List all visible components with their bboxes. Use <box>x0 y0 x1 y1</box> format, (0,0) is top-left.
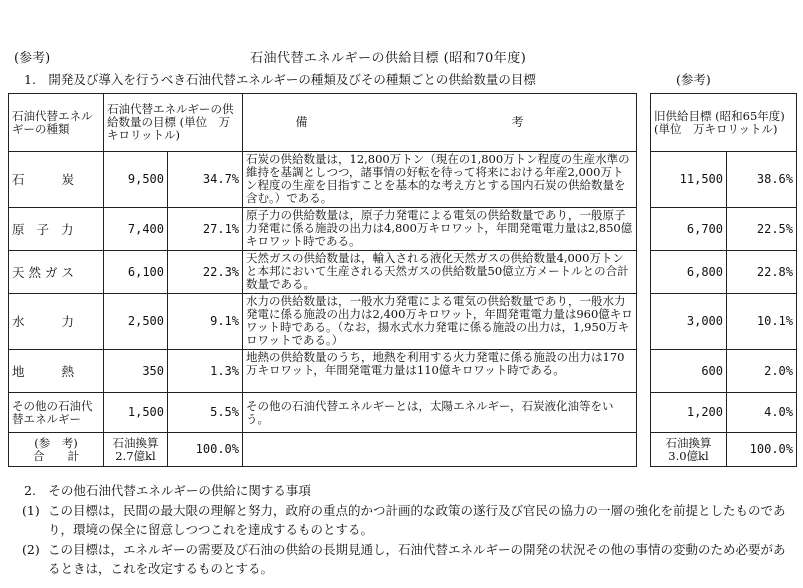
table-row <box>9 251 637 294</box>
item-text: この目標は，民間の最大限の理解と努力，政府の重点的かつ計画的な政策の遂行及び官民の協力の一層の強化を前提としたものであり，環境の保全に留意しつつこれを達成するものとする。 <box>48 503 786 537</box>
table-row <box>9 294 637 350</box>
table-row <box>651 393 797 433</box>
section1-reference-label: (参考) <box>676 72 711 87</box>
supply-target-table <box>8 93 637 467</box>
remark: 原子力の供給数量は，原子力発電による電気の供給数量であり，一般原子力発電に係る施設の出力は4,800万キロワット，年間発電電力量は2,850億キロワット時である。 <box>243 208 637 251</box>
table-row <box>651 152 797 208</box>
old-percent: 4.0% <box>727 393 797 433</box>
total-value-bottom: 2.7億kl <box>115 448 156 463</box>
table-total-row <box>9 433 637 467</box>
item-text: この目標は，エネルギーの需要及び石油の供給の長期見通し，石油代替エネルギーの開発の状況その他の事情の変動のため必要があるときは，これを改定するものとする。 <box>48 542 786 576</box>
remark: その他の石油代替エネルギーとは，太陽エネルギー，石炭液化油等をいう。 <box>243 393 637 433</box>
header-old-target: 旧供給目標 (昭和65年度) (単位 万キロリットル) <box>651 94 797 152</box>
header-type: 石油代替エネルギーの種類 <box>9 94 104 152</box>
table-header-row <box>9 94 637 152</box>
old-percent: 2.0% <box>727 350 797 393</box>
total-label <box>9 433 104 467</box>
item-number: (2) <box>22 542 40 557</box>
old-target-table <box>650 93 797 467</box>
supply-value: 9,500 <box>104 152 168 208</box>
total-percent: 100.0% <box>168 433 243 467</box>
header-remarks: 備 考 <box>243 94 637 152</box>
supply-percent: 34.7% <box>168 152 243 208</box>
remark: 水力の供給数量は，一般水力発電による電気の供給数量であり，一般水力発電に係る施設の出力は2,400万キロワット，年間発電電力量は960億キロワット時である。（なお，揚水式水力発電に係る施設の出力は，1,950万キロワットである。） <box>243 294 637 350</box>
supply-value: 2,500 <box>104 294 168 350</box>
old-value: 1,200 <box>651 393 727 433</box>
old-value: 3,000 <box>651 294 727 350</box>
table-header-row <box>651 94 797 152</box>
page-title: 石油代替エネルギーの供給目標 (昭和70年度) <box>250 51 527 66</box>
section2-item <box>22 501 796 539</box>
old-value: 600 <box>651 350 727 393</box>
old-percent: 38.6% <box>727 152 797 208</box>
section1-heading: 1. 開発及び導入を行うべき石油代替エネルギーの種類及びその種類ごとの供給数量の目標 <box>24 72 536 87</box>
total-value-top: 石油換算 <box>112 435 159 450</box>
supply-value: 6,100 <box>104 251 168 294</box>
remark: 天然ガスの供給数量は，輸入される液化天然ガスの供給数量4,000万トンと本邦において生産される天然ガスの供給数量50億立方メートルとの合計数量である。 <box>243 251 637 294</box>
energy-type: その他の石油代替エネルギー <box>9 393 104 433</box>
old-percent: 10.1% <box>727 294 797 350</box>
energy-type: 原 子 力 <box>9 208 104 251</box>
table-row <box>651 294 797 350</box>
energy-type: 石 炭 <box>9 152 104 208</box>
energy-type: 水 力 <box>9 294 104 350</box>
old-value: 6,800 <box>651 251 727 294</box>
section2-heading: 2. その他石油代替エネルギーの供給に関する事項 <box>24 483 311 498</box>
table-row <box>9 208 637 251</box>
supply-percent: 27.1% <box>168 208 243 251</box>
old-total-value <box>651 433 727 467</box>
old-value: 11,500 <box>651 152 727 208</box>
supply-percent: 1.3% <box>168 350 243 393</box>
table-row <box>651 208 797 251</box>
old-percent: 22.5% <box>727 208 797 251</box>
table-total-row <box>651 433 797 467</box>
table-row <box>9 393 637 433</box>
total-value <box>104 433 168 467</box>
old-value: 6,700 <box>651 208 727 251</box>
supply-percent: 9.1% <box>168 294 243 350</box>
reference-label: (参考) <box>14 51 51 66</box>
table-row <box>9 152 637 208</box>
total-remark-empty <box>243 433 637 467</box>
item-number: (1) <box>22 503 40 518</box>
header-target: 石油代替エネルギーの供給数量の目標 (単位 万キロリットル) <box>104 94 243 152</box>
section2-item <box>22 540 796 578</box>
old-percent: 22.8% <box>727 251 797 294</box>
total-label-bottom: 合 計 <box>33 448 79 463</box>
supply-percent: 22.3% <box>168 251 243 294</box>
table-row <box>651 350 797 393</box>
supply-percent: 5.5% <box>168 393 243 433</box>
energy-type: 天然ガス <box>9 251 104 294</box>
supply-value: 1,500 <box>104 393 168 433</box>
supply-value: 350 <box>104 350 168 393</box>
remark: 石炭の供給数量は，12,800万トン（現在の1,800万トン程度の生産水準の維持を基調としつつ，諸事情の好転を待って将来における年産2,000万トン程度の生産を目指すことを基本的な考え方とする国内石炭の供給数量を含む。）である。 <box>243 152 637 208</box>
supply-value: 7,400 <box>104 208 168 251</box>
old-total-value-top: 石油換算 <box>665 435 712 450</box>
old-total-percent: 100.0% <box>727 433 797 467</box>
energy-type: 地 熱 <box>9 350 104 393</box>
remark: 地熱の供給数量のうち，地熱を利用する火力発電に係る施設の出力は170万キロワット，年間発電電力量は110億キロワット時である。 <box>243 350 637 393</box>
table-row <box>651 251 797 294</box>
table-row <box>9 350 637 393</box>
total-label-top: (参 考) <box>34 435 78 450</box>
old-total-value-bottom: 3.0億kl <box>668 448 709 463</box>
